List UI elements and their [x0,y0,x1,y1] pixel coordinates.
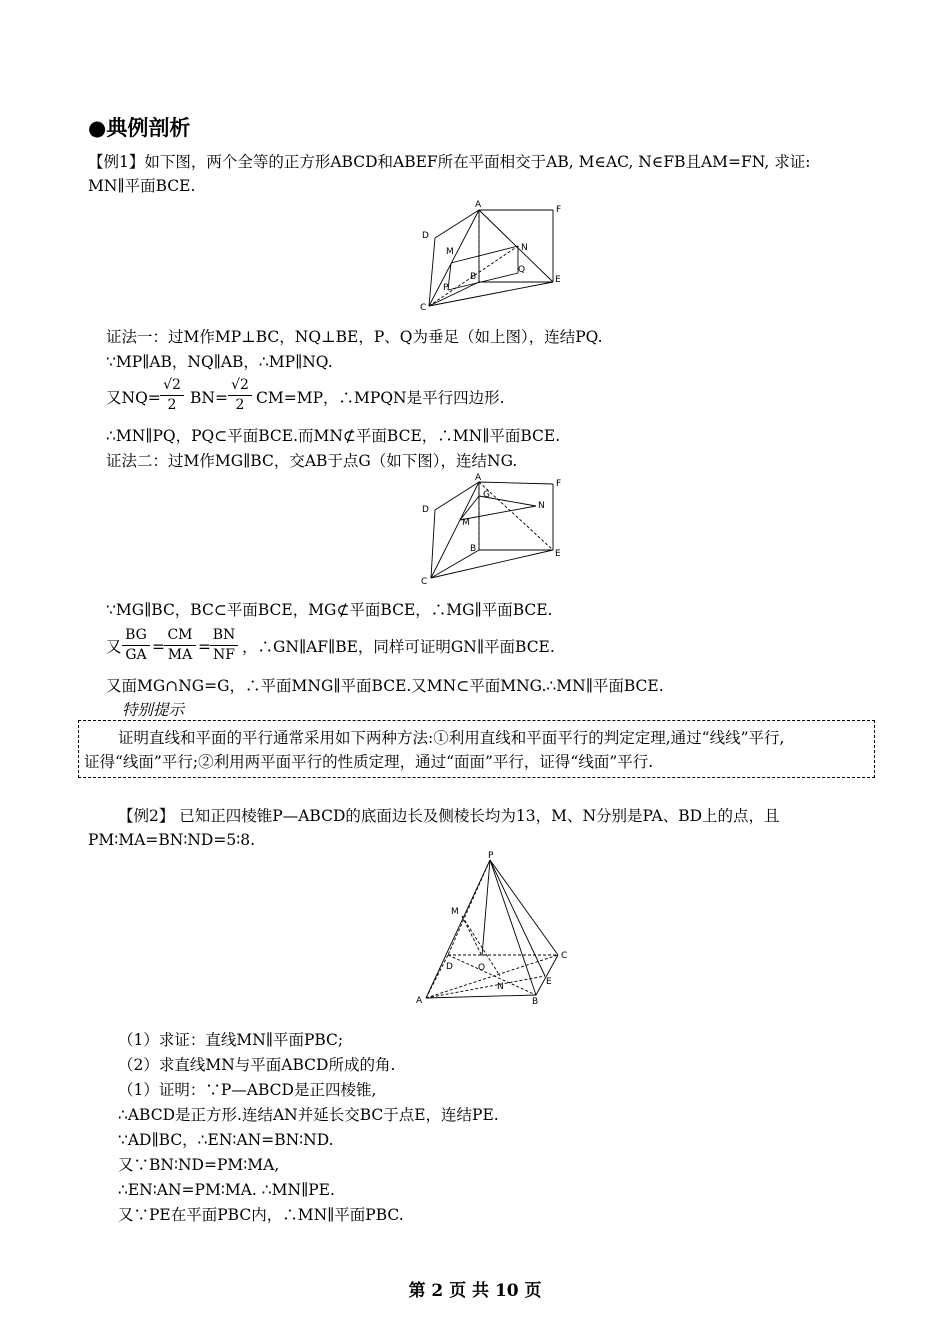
fig3-label-M: M [451,907,459,917]
method1-line1: 证法一：过M作MP⊥BC，NQ⊥BE，P、Q为垂足（如上图），连结PQ. [106,328,603,346]
ex2-proof-line4: 又∵BN∶ND=PM∶MA, [118,1156,280,1174]
fig1-label-A: A [475,200,482,210]
ex2-statement-line2: PM∶MA=BN∶ND=5∶8. [88,831,256,849]
fig3-label-C: C [561,951,568,961]
equals-sign-1: = [152,638,165,656]
fig3-label-D: D [446,962,453,972]
tip-line2: 证得“线面”平行;②利用两平面平行的性质定理，通过“面面”平行，证得“线面”平行. [84,753,654,771]
method2-line3b: ，∴GN∥AF∥BE，同样可证明GN∥平面BCE. [242,638,555,656]
fig3-label-O: O [478,963,486,973]
fig1-label-Q: Q [518,265,526,275]
ex1-statement-line1: 【例1】如下图，两个全等的正方形ABCD和ABEF所在平面相交于AB, M∈AC, N∈FB且AM=FN, 求证: [88,153,811,171]
ex2-proof-line2: ∴ABCD是正方形.连结AN并延长交BC于点E，连结PE. [118,1106,499,1124]
figure-2-cube-diagram [418,472,568,588]
ex2-proof-line6: 又∵PE在平面PBC内，∴MN∥平面PBC. [118,1206,404,1224]
ex2-proof-line5: ∴EN∶AN=PM∶MA. ∴MN∥PE. [118,1181,335,1199]
fig3-label-B: B [532,997,539,1007]
ex2-statement-line1: 【例2】 已知正四棱锥P—ABCD的底面边长及侧棱长均为13，M、N分别是PA、BD上的点，且 [118,807,780,825]
fig2-label-F: F [556,479,562,489]
fig1-label-C: C [420,303,427,313]
fig3-label-N: N [497,982,504,992]
fig2-label-D: D [422,505,429,515]
fig3-label-A: A [416,996,423,1006]
tip-line1: 证明直线和平面的平行通常采用如下两种方法:①利用直线和平面平行的判定定理,通过“线线”平行, [118,729,785,747]
fraction-sqrt2-over-2-b: $\frac{√2}{2}$ [228,376,252,415]
fig1-label-D: D [422,231,429,241]
page-footer: 第 2 页 共 10 页 [408,1281,542,1301]
fig1-label-M: M [446,247,454,257]
fig3-label-E: E [546,977,552,987]
fig2-label-M: M [462,518,470,528]
fig2-label-B: B [470,544,477,554]
method1-line2: ∵MP∥AB，NQ∥AB，∴MP∥NQ. [106,353,333,371]
figure-3-pyramid-diagram [410,848,576,1008]
method1-line4: ∴MN∥PQ，PQ⊂平面BCE.而MN⊄平面BCE，∴MN∥平面BCE. [106,427,561,445]
method1-line3c: CM=MP，∴MPQN是平行四边形. [256,389,505,407]
method1-line3b: BN= [190,389,228,407]
section-heading: ●典例剖析 [88,116,191,140]
fig1-label-N: N [521,243,528,253]
fraction-CM-MA: $\frac{CM}{MA}$ [164,626,196,665]
method2-line4: 又面MG∩NG=G，∴平面MNG∥平面BCE.又MN⊂平面MNG.∴MN∥平面BCE. [106,677,664,695]
fraction-sqrt2-over-2-a: $\frac{√2}{2}$ [160,376,184,415]
fig2-label-N: N [538,501,545,511]
fig1-label-E: E [555,275,561,285]
tip-title: 特别提示 [122,701,185,719]
ex2-question1: （1）求证：直线MN∥平面PBC; [118,1031,344,1049]
method2-line1: 证法二：过M作MG∥BC，交AB于点G（如下图），连结NG. [106,452,518,470]
ex2-question2: （2）求直线MN与平面ABCD所成的角. [118,1056,396,1074]
ex2-proof-line3: ∵AD∥BC，∴EN∶AN=BN∶ND. [118,1131,334,1149]
method1-line3a: 又NQ= [106,389,161,407]
fig1-label-P: P [443,283,449,293]
fig1-label-B: B [470,272,477,282]
method2-line3a: 又 [106,638,122,656]
fig1-label-F: F [556,205,562,215]
fig2-label-G: G [483,490,490,500]
figure-1-cube-diagram [418,198,568,314]
ex1-statement-line2: MN∥平面BCE. [88,177,196,195]
equals-sign-2: = [198,638,211,656]
fig2-label-E: E [555,549,561,559]
fraction-BG-GA: $\frac{BG}{GA}$ [122,626,150,665]
method2-line2: ∵MG∥BC，BC⊂平面BCE，MG⊄平面BCE，∴MG∥平面BCE. [106,601,553,619]
fig2-label-C: C [421,577,428,587]
ex2-proof-line1: （1）证明：∵P—ABCD是正四棱锥, [118,1081,377,1099]
fraction-BN-NF: $\frac{BN}{NF}$ [210,626,238,665]
fig2-label-A: A [475,473,482,483]
fig3-label-P: P [488,851,494,861]
